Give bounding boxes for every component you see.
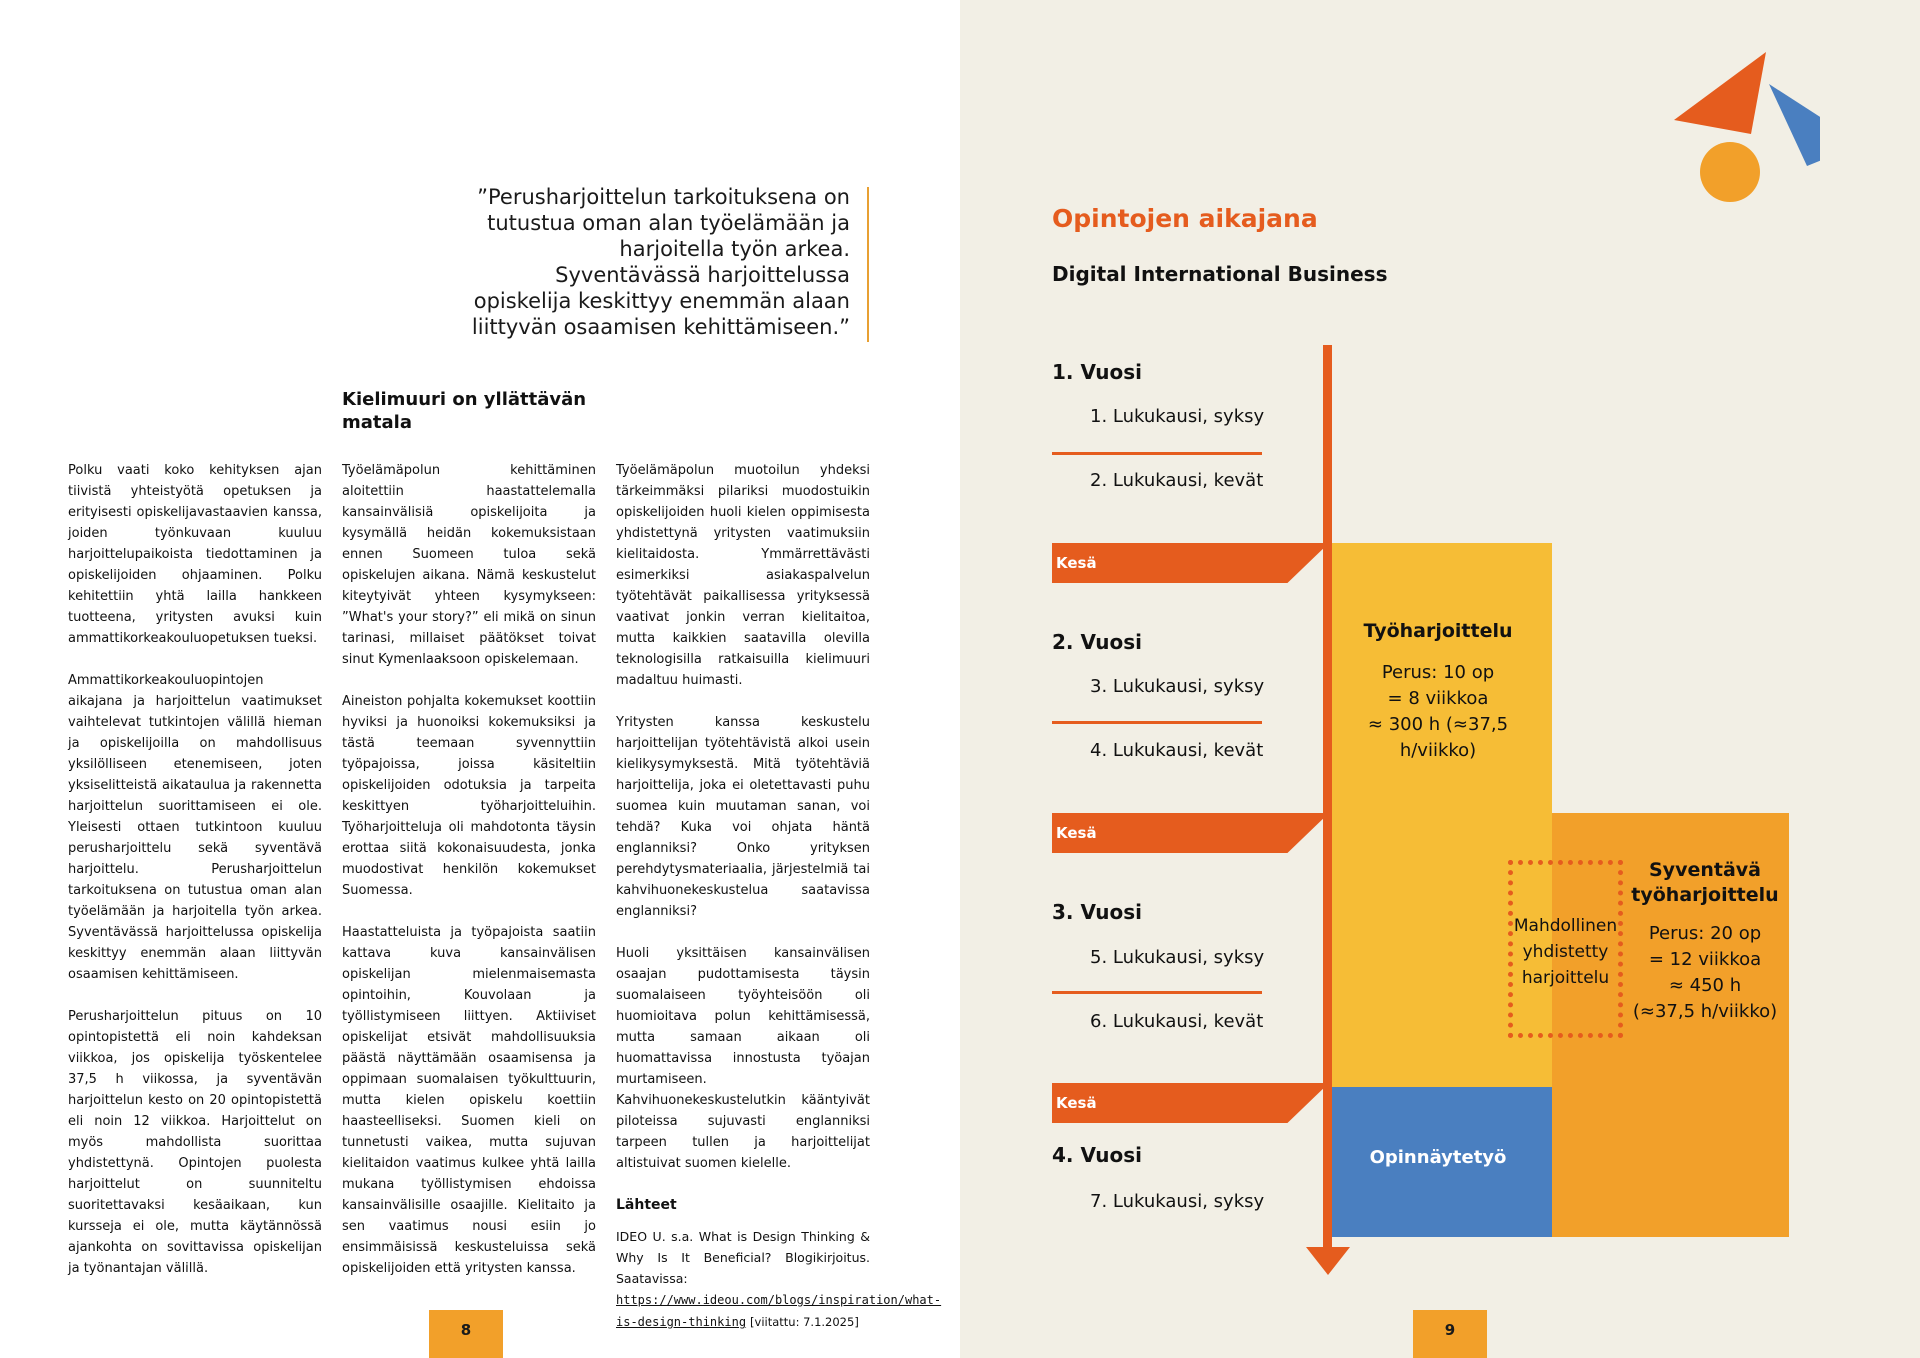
syventava-details bbox=[1625, 921, 1785, 1025]
timeline-title: Opintojen aikajana bbox=[1052, 204, 1318, 233]
paragraph: Polku vaati koko kehityksen ajan tiivistä yhteistyötä opetuksen ja erityisesti opiskelijavastaavien kanssa, joiden työnkuvaan kuuluu harjoittelupaikoista tiedottaminen ja opiskelijoiden ohjaaminen. Polku kehitettiin yhtä lailla hankkeen tuotteena, yritysten avuksi kuin ammattikorkeakouluopetuksen tueksi. bbox=[68, 463, 322, 646]
paragraph: Aineiston pohjalta kokemukset koottiin hyviksi ja huonoiksi kokemuksiksi ja tästä teemaan syvennyttiin työpajoissa, joissa käsiteltiin opiskelijoiden odotuksia ja tarpeita keskittyen työharjoitteluihin. Työharjoitteluja oli mahdotonta täysin erottaa siitä kokonaisuudesta, jonka muodostivat henkilön kokemukset Suomessa. bbox=[342, 694, 596, 898]
detail-line: Mahdollinen bbox=[1513, 916, 1618, 936]
yhdistetty-text bbox=[1513, 913, 1618, 991]
detail-line: (≈37,5 h/viikko) bbox=[1632, 1001, 1778, 1022]
source-reference bbox=[616, 1226, 942, 1333]
detail-line: yhdistetty bbox=[1522, 942, 1609, 962]
paragraph: Työelämäpolun muotoilun yhdeksi tärkeimmäksi pilariksi muodostuikin opiskelijoiden huoli kielen oppimisesta yhdistettynä yritysten vaatimuksiin kielitaidosta. Ymmärrettävästi esimerkiksi asiakaspalvelun työtehtävät paikallisessa yrityksessä vaativat jonkin verran kielitaitoa, mutta kaikkien saatavilla olevilla teknologisilla ratkaisuilla kielimuuri madaltuu huimasti. bbox=[616, 463, 870, 688]
year-label: 4. Vuosi bbox=[1052, 1143, 1142, 1167]
paragraph: Ammattikorkeakouluopintojen aikajana ja harjoittelun vaatimukset vaihtelevat tutkintojen välillä hieman ja opiskelijoilla on mahdollisuus yksilölliseen etenemiseen, joten yksiselitteistä aikataulua ja rakennetta harjoittelun suorittamiseen ei ole. Yleisesti ottaen tutkintoon kuuluu perusharjoittelu sekä syventävä harjoittelu. Perusharjoittelun tarkoituksena on tutustua oman alan työelämään ja harjoitella työn arkea. Syventävässä harjoittelussa opiskelija keskittyy enemmän alaan liittyvän osaamisen kehittämiseen. bbox=[68, 673, 322, 982]
title-line: Syventävä bbox=[1649, 859, 1761, 881]
term-label: 7. Lukukausi, syksy bbox=[1090, 1191, 1265, 1212]
summer-label: Kesä bbox=[1056, 554, 1097, 572]
year-label: 3. Vuosi bbox=[1052, 900, 1142, 924]
tyoharjoittelu-details bbox=[1330, 660, 1546, 764]
timeline-axis bbox=[1323, 345, 1332, 1255]
section-heading: Kielimuuri on yllättävän matala bbox=[342, 389, 587, 433]
paragraph: Työelämäpolun kehittäminen aloitettiin haastattelemalla kansainvälisiä opiskelijoita ja kysymällä heidän kokemuksistaan ennen Suomeen tuloa sekä opiskelujen aikana. Nämä keskustelut kiteytyivät yhteen kysymykseen: ”What's your story?” eli mikä on sinun tarinasi, millaiset päätökset toivat sinut Kymenlaaksoon opiskelemaan. bbox=[342, 463, 596, 667]
orange-circle-shape bbox=[1700, 142, 1760, 202]
timeline-subtitle: Digital International Business bbox=[1052, 262, 1388, 286]
year-label: 1. Vuosi bbox=[1052, 360, 1142, 384]
term-label: 6. Lukukausi, kevät bbox=[1090, 1011, 1264, 1032]
term-label: 1. Lukukausi, syksy bbox=[1090, 406, 1265, 427]
paragraph: Yritysten kanssa keskustelu harjoittelijan työtehtävistä alkoi usein kielikysymyksestä. Mitä työtehtäviä harjoittelija, joka ei oletettavasti puhu suomea kuin muutaman sanan, voi tehdä? Kuka voi ohjata häntä englanniksi? Onko yrityksen perehdytysmateriaalia, järjestelmiä tai kahvihuonekeskustelua saatavissa englanniksi? bbox=[616, 715, 870, 919]
text-column-2 bbox=[342, 460, 596, 1300]
text-column-3 bbox=[616, 460, 942, 1354]
source-text: IDEO U. s.a. What is Design Thinking & Why Is It Beneficial? Blogikirjoitus. Saatavissa: bbox=[616, 1229, 870, 1286]
term-divider bbox=[1052, 721, 1262, 724]
timeline-arrow-icon bbox=[1303, 1245, 1353, 1277]
term-label: 5. Lukukausi, syksy bbox=[1090, 947, 1265, 968]
detail-line: ≈ 300 h (≈37,5 h/viikko) bbox=[1367, 714, 1509, 761]
paragraph: Perusharjoittelun pituus on 10 opintopistettä eli noin kahdeksan viikkoa, jos opiskelija työskentelee 37,5 h viikossa, ja syventävän harjoittelun kesto on 20 opintopistettä eli noin 12 viikkoa. Harjoittelut on myös mahdollista suorittaa yhdistettynä. Opintojen puolesta harjoittelut on suunniteltu suoritettavaksi kesäaikaan, kun kursseja ei ole, mutta käytännössä ajankohta on sovittavissa opiskelijan ja työnantajan välillä. bbox=[68, 1009, 322, 1276]
summer-label: Kesä bbox=[1056, 824, 1097, 842]
decorative-shapes bbox=[1660, 48, 1820, 208]
pull-quote: ”Perusharjoittelun tarkoituksena on tutustua oman alan työelämään ja harjoitella työn arkea. Syventävässä harjoittelussa opiskelija keskittyy enemmän alaan liittyvän osaamisen kehittämiseen.” bbox=[471, 185, 850, 339]
paragraph: Haastatteluista ja työpajoista saatiin kattava kuva kansainvälisen opiskelijan mielenmaisemasta opintoihin, Kouvolaan ja työllistymiseen liittyen. Aktiiviset opiskelijat etsivät mahdollisuuksia päästä näyttämään osaamisensa ja oppimaan suomalaisen työkulttuurin, mutta kielen opiskelu koettiin haasteelliseksi. Suomen kieli on tunnetusti vaikea, mutta sujuvan kielitaidon vaatimus kulkee yhtä lailla mukana työllistymisen ehdoissa kansainvälisille osaajille. Kielitaito ja sen vaatimus nousi esiin jo ensimmäisissä keskusteluissa sekä opiskelijoiden että yritysten kanssa. bbox=[342, 925, 596, 1276]
term-label: 2. Lukukausi, kevät bbox=[1090, 470, 1264, 491]
quote-bar bbox=[867, 187, 869, 342]
term-divider bbox=[1052, 991, 1262, 994]
detail-line: Perus: 20 op bbox=[1648, 923, 1762, 944]
year-label: 2. Vuosi bbox=[1052, 630, 1142, 654]
detail-line: ≈ 450 h bbox=[1668, 975, 1742, 996]
term-label: 4. Lukukausi, kevät bbox=[1090, 740, 1264, 761]
source-date: [viitattu: 7.1.2025] bbox=[750, 1315, 859, 1329]
sources-heading: Lähteet bbox=[616, 1197, 677, 1213]
blue-triangle-shape bbox=[1769, 84, 1820, 166]
orange-triangle-shape bbox=[1674, 52, 1766, 134]
detail-line: harjoittelu bbox=[1521, 968, 1610, 988]
term-label: 3. Lukukausi, syksy bbox=[1090, 676, 1265, 697]
detail-line: = 12 viikkoa bbox=[1648, 949, 1762, 970]
term-divider bbox=[1052, 452, 1262, 455]
page-number: 9 bbox=[1413, 1310, 1487, 1358]
right-page bbox=[960, 0, 1920, 1358]
syventava-title bbox=[1625, 858, 1785, 908]
summer-label: Kesä bbox=[1056, 1094, 1097, 1112]
paragraph: Huoli yksittäisen kansainvälisen osaajan pudottamisesta täysin suomalaiseen työyhteisöön oli huomioitava polun kehittämisessä, mutta samaan aikaan oli huomattavissa innostusta työajan murtamiseen. Kahvihuonekeskustelutkin kääntyivät piloteissa sujuvasti englanniksi tarpeen tullen ja harjoittelijat altistuivat suomen kielelle. bbox=[616, 946, 870, 1171]
detail-line: Perus: 10 op bbox=[1381, 662, 1495, 683]
page-number: 8 bbox=[429, 1310, 503, 1358]
detail-line: = 8 viikkoa bbox=[1387, 688, 1489, 709]
title-line: työharjoittelu bbox=[1631, 884, 1779, 906]
text-column-1 bbox=[68, 460, 322, 1300]
tyoharjoittelu-title: Työharjoittelu bbox=[1363, 620, 1513, 642]
source-link[interactable]: https://www.ideou.com/blogs/inspiration/what-is-design-thinking bbox=[616, 1293, 942, 1329]
opinnaytetyo-label: Opinnäytetyö bbox=[1369, 1147, 1507, 1168]
